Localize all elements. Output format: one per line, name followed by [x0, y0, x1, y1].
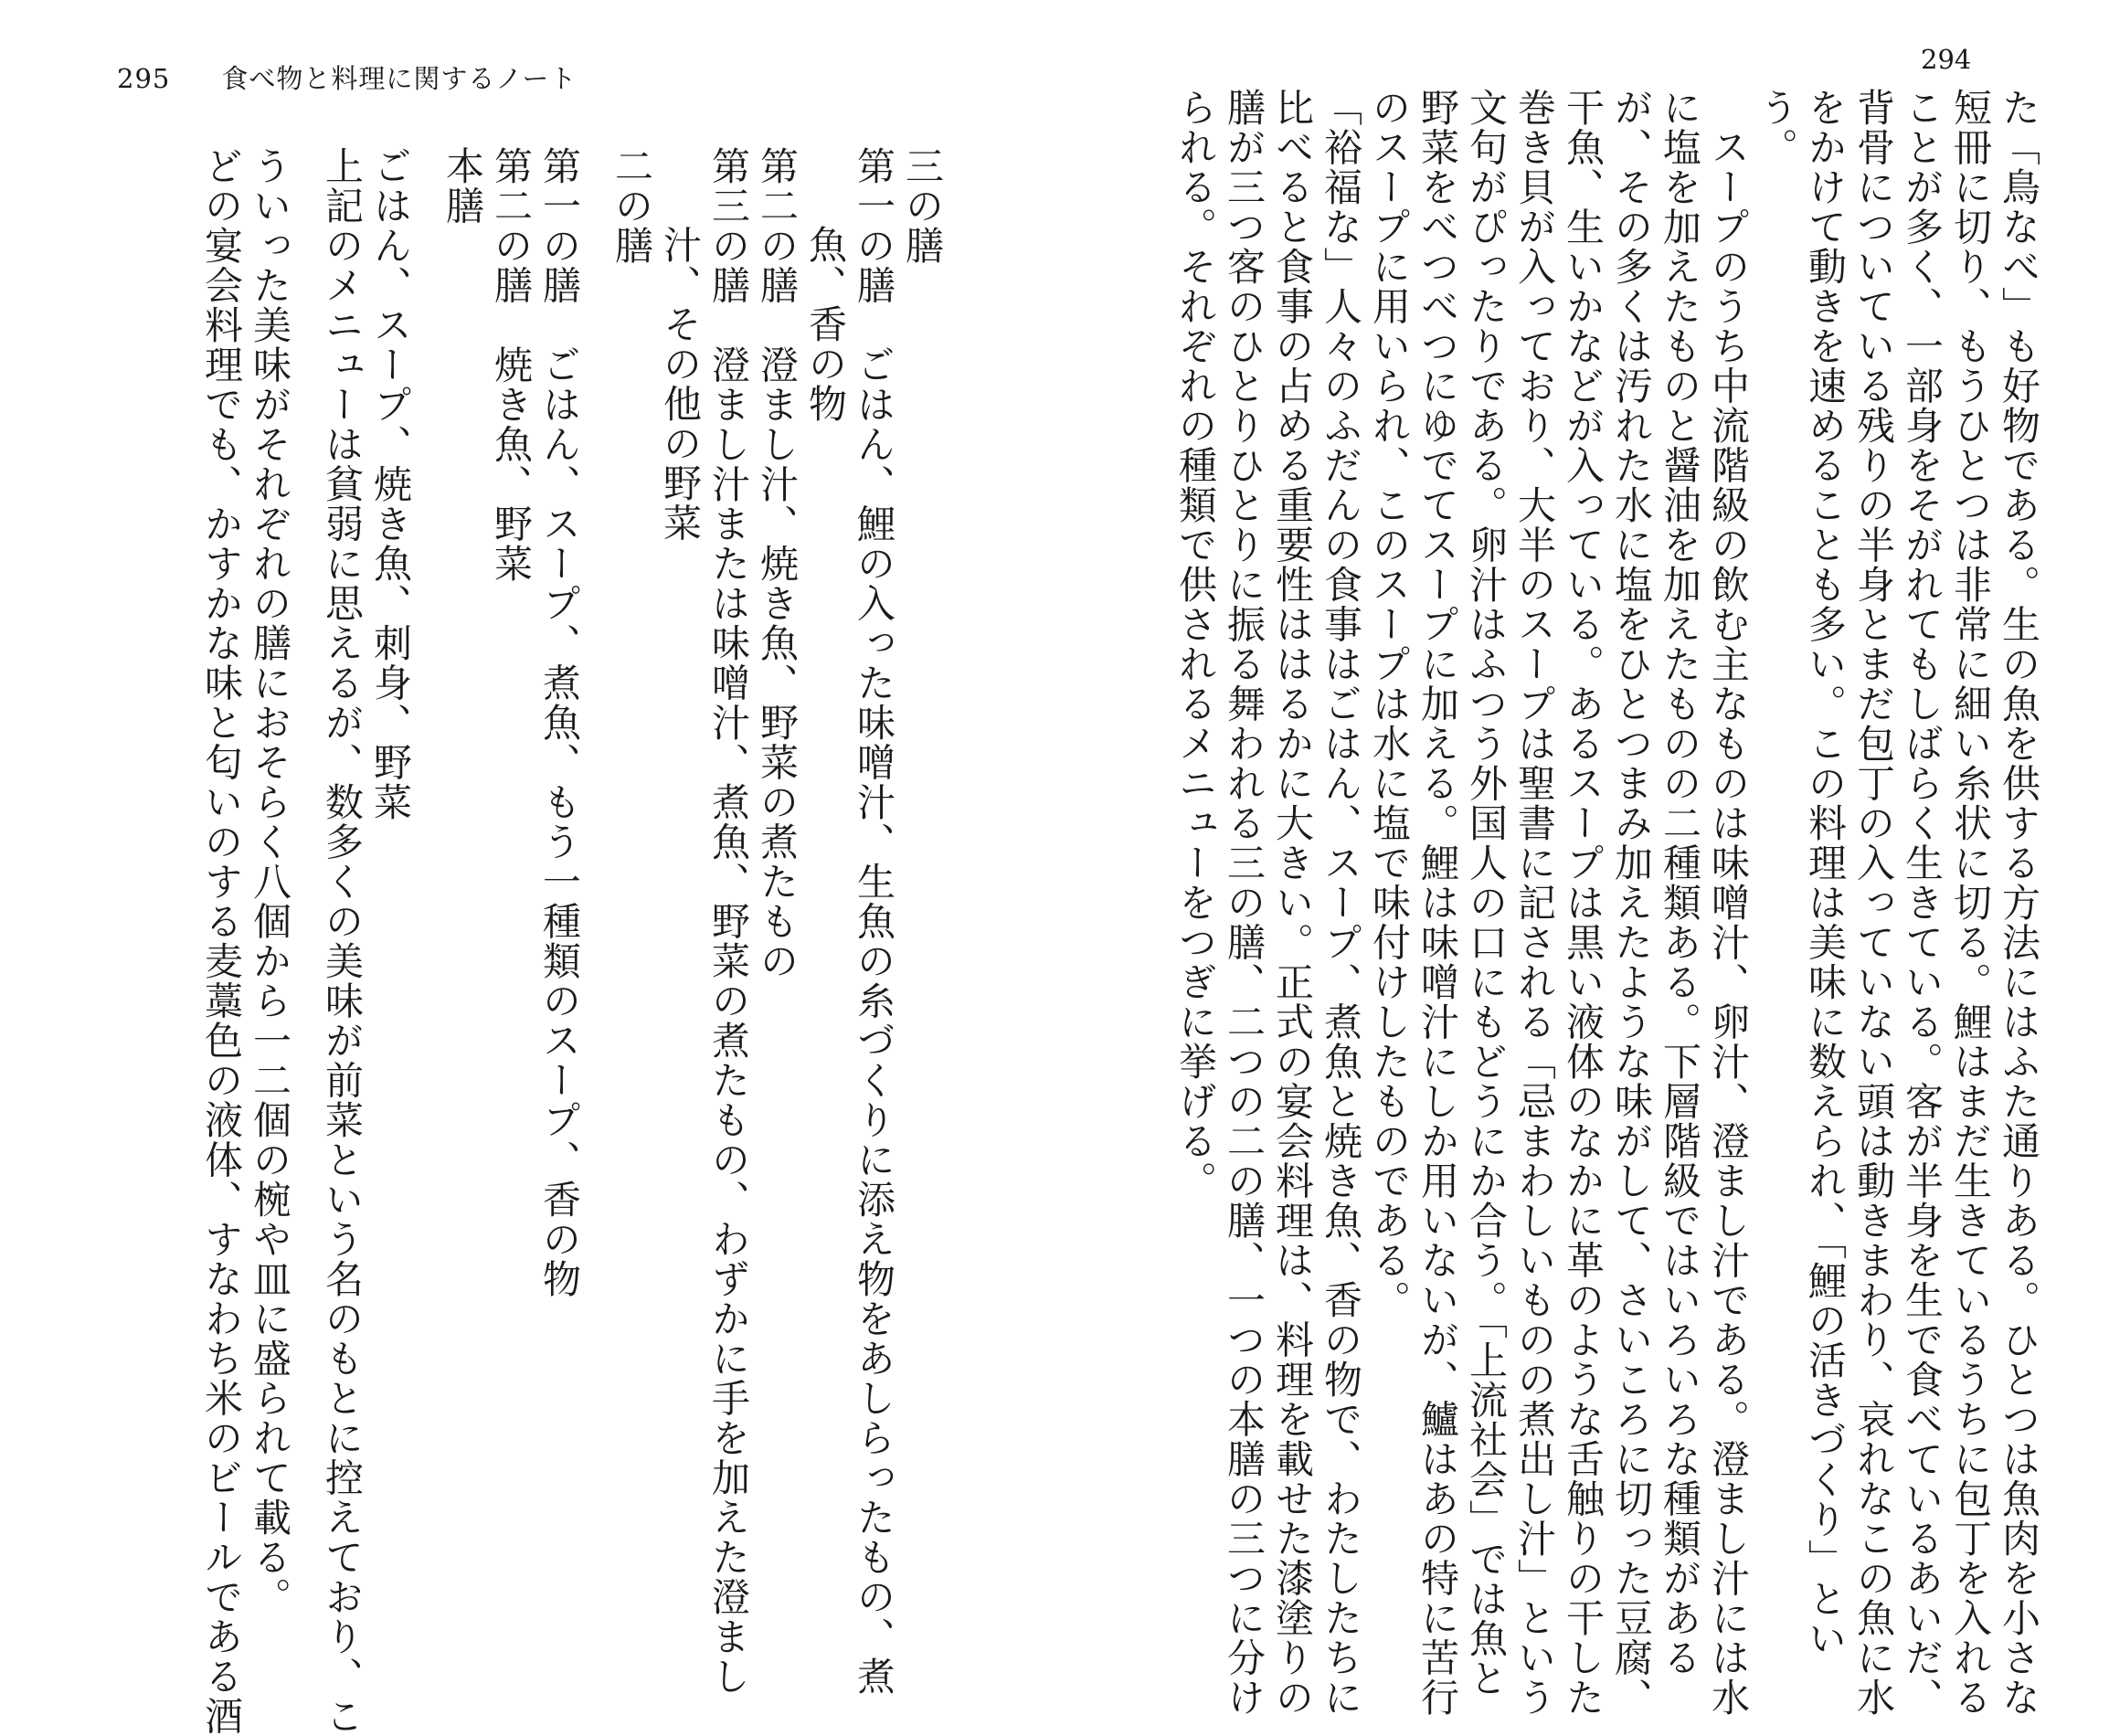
text-column: 第三の膳 澄まし汁または味噌汁、煮魚、野菜の煮たもの、わずかに手を加えた澄まし: [706, 146, 751, 1697]
text-column: う。: [1754, 88, 1799, 167]
text-column: た「鳥なべ」も好物である。生の魚を供する方法にはふた通りある。ひとつは魚肉を小さな: [1997, 88, 2041, 1718]
text-column: 野菜をべつべつにゆでてスープに加える。鯉は味噌汁にしか用いないが、鱸はあの特に苦行: [1415, 88, 1460, 1718]
text-column: ういった美味がそれぞれの膳におそらく八個から一二個の椀や皿に盛られて載る。: [248, 146, 292, 1617]
text-column: 干魚、生いかなどが入っている。あるスープは黒い液体のなかに革のような舌触りの干した: [1561, 88, 1606, 1718]
text-column: が、その多くは汚れた水に塩をひとつまみ加えたような味がして、さいころに切った豆腐、: [1609, 88, 1654, 1718]
text-column: 第二の膳 焼き魚、野菜: [489, 146, 534, 584]
page-number-right: 294: [1921, 44, 1972, 75]
text-column: ことが多く、一部身をそがれてもしばらく生きている。客が半身を生で食べているあいだ、: [1900, 88, 1945, 1718]
text-column: 巻き貝が入っており、大半のスープは聖書に記される「忌まわしいものの煮出し汁」という: [1512, 88, 1557, 1718]
text-column: をかけて動きを速めることも多い。この料理は美味に数えられ、「鯉の活きづくり」とい: [1803, 88, 1848, 1658]
menu-heading-ni-no-zen: 二の膳: [609, 146, 654, 266]
text-column: 短冊に切り、もうひとつは非常に細い糸状に切る。鯉はまだ生きているうちに包丁を入れる: [1948, 88, 1993, 1718]
page-number-left: 295: [117, 63, 171, 94]
text-column: 魚、香の物: [803, 225, 848, 424]
text-column: られる。それぞれの種類で供されるメニューをつぎに挙げる。: [1173, 88, 1218, 1201]
text-column: どの宴会料理でも、かすかな味と匂いのする麦藁色の液体、すなわち米のビールである酒: [199, 146, 244, 1736]
left-page-body: [197, 146, 947, 1736]
running-head: [117, 58, 578, 96]
text-column: 第一の膳 ごはん、スープ、煮魚、もう一種類のスープ、香の物: [537, 146, 582, 1299]
text-column: 比べると食事の占める重要性ははるかに大きい。正式の宴会料理は、料理を載せた漆塗りの: [1270, 88, 1315, 1718]
text-column: 膳が三つ客のひとりひとりに振る舞われる三の膳、二つの二の膳、一つの本膳の三つに分け: [1222, 88, 1266, 1718]
text-column: 第一の膳 ごはん、鯉の入った味噌汁、生魚の糸づくりに添え物をあしらったもの、煮: [852, 146, 896, 1697]
running-head-title: 食べ物と料理に関するノート: [221, 63, 578, 94]
text-column: に塩を加えたものと醤油を加えたものの二種類ある。下層階級ではいろいろな種類がある: [1658, 88, 1702, 1678]
text-column: 「裕福な」人々のふだんの食事はごはん、スープ、煮魚と焼き魚、香の物で、わたしたちに: [1319, 88, 1363, 1718]
right-page-body: [1171, 88, 2043, 1718]
menu-heading-honzen: 本膳: [440, 146, 485, 226]
text-column: ごはん、スープ、焼き魚、刺身、野菜: [368, 146, 413, 822]
left-page: [0, 0, 1054, 1736]
text-column: 汁、その他の野菜: [658, 225, 703, 543]
text-column: 上記のメニューは貧弱に思えるが、数多くの美味が前菜という名のもとに控えており、こ: [320, 146, 365, 1736]
right-page: [1054, 0, 2109, 1718]
menu-heading-san-no-zen: 三の膳: [900, 146, 945, 266]
text-column: 文句がぴったりである。卵汁はふつう外国人の口にもどうにか合う。「上流社会」では魚と: [1464, 88, 1509, 1699]
text-column: 背骨についている残りの半身とまだ包丁の入っていない頭は動きまわり、哀れなこの魚に水: [1851, 88, 1896, 1718]
text-column: のスープに用いられ、このスープは水に塩で味付けしたものである。: [1367, 88, 1412, 1320]
text-column: 第二の膳 澄まし汁、焼き魚、野菜の煮たもの: [755, 146, 800, 981]
text-column: スープのうち中流階級の飲む主なものは味噌汁、卵汁、澄まし汁である。澄まし汁には水: [1706, 88, 1751, 1718]
